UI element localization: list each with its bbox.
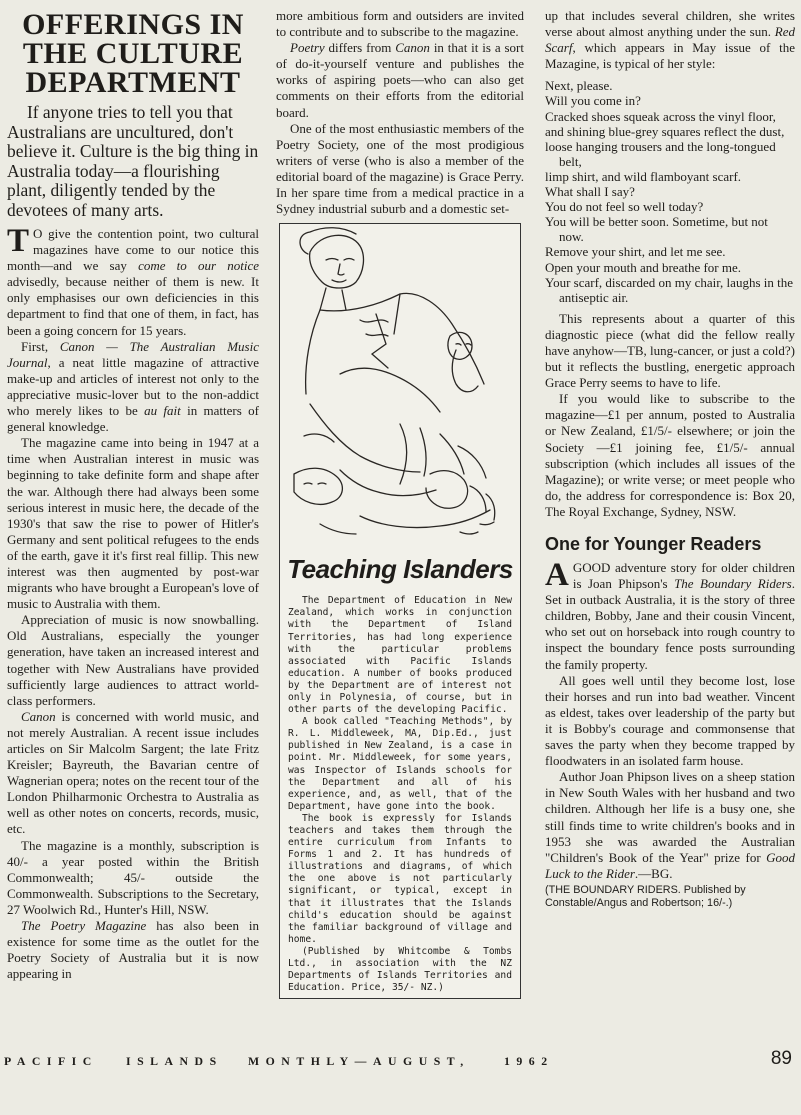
section-heading: One for Younger Readers bbox=[545, 534, 762, 554]
footer-year: 1962 bbox=[504, 1054, 554, 1068]
sketch-illustration bbox=[280, 224, 518, 554]
poem-line: What shall I say? bbox=[545, 184, 635, 200]
page-number: 89 bbox=[770, 1048, 792, 1069]
illustration-paragraph: The Department of Education in New Zealand, which works in conjunction with the Department of Island Territories, has had long experience with the particular problems associated with Pacific Islands education. A number of books produced by the Department are of interest not only in Polynesia, of course, but in other parts of the developing Pacific. bbox=[288, 595, 512, 716]
paragraph-author: Author Joan Phipson lives on a sheep station in New South Wales with her husband and two children. Although her life is a busy one, she still finds time to write children's books and in 1953 she was awarded the Australian "Children's Book of the Year" prize for Good Luck to the Rider.—BG. bbox=[545, 769, 795, 881]
drop-cap: A bbox=[545, 557, 569, 593]
paragraph-plot: All goes well until they become lost, lose their horses and run into bad weather. Vincent as eldest, takes over leadership of the party but it is Bobby's courage and commonsense that saves the party when they become trapped by floodwaters in an isolated farm house. bbox=[545, 672, 795, 769]
paragraph-boundary-riders: A GOOD adventure story for older children is Joan Phipson's The Boundary Riders. Set in outback Australia, it is the story of three children, Bobby, Jane and their cousin Vincent, who set out on horseback into rough country to inspect the boundary fence posts surrounding the family property. bbox=[545, 557, 795, 672]
paragraph-canon-content: Canon is concerned with world music, and not merely Australian. A recent issue includes articles on Sir Malcolm Sargent; the late Fritz Kreisler; Bayreuth, the Bavarian centre of Wagnerian opera; notes on the recent tour of the London Philharmonic Orchestra to Australia as well as other notes on concerts, records, music, etc. bbox=[7, 708, 259, 837]
publication-credit: (THE BOUNDARY RIDERS. Published by Constable/Angus and Robertson; 16/-.) bbox=[545, 883, 746, 909]
illustration-title: Teaching Islanders bbox=[287, 554, 513, 585]
article-headline: OFFERINGS IN THE CULTURE DEPARTMENT bbox=[22, 8, 244, 99]
page-footer bbox=[4, 1048, 800, 1072]
column-right bbox=[545, 8, 795, 910]
poem-line: and shining blue-grey squares reflect the dust, bbox=[545, 123, 785, 139]
paragraph-appreciation: Appreciation of music is now snowballing. Old Australians, especially the younger generation, have taken an increased interest and together with New Australians have provided sufficiently large audiences to attract world-class performers. bbox=[7, 612, 259, 708]
paragraph-subscription: The magazine is a monthly, subscription is 40/- a year posted within the British Commonwealth; 45/- outside the Commonwealth. Subscriptions to the Secretary, 27 Woolwich Rd., Hunter's Hill, NSW. bbox=[7, 837, 259, 917]
illustration-paragraph: A book called "Teaching Methods", by R. L. Middleweek, MA, Dip.Ed., just published in New Zealand, is a case in point. Mr. Middleweek, for some years, was Inspector of Islands schools for the Department and all of his experience, and, as well, that of the Department, have gone into the book. bbox=[288, 716, 512, 812]
poem-line: You will be better soon. Sometime, but not now. bbox=[545, 214, 768, 245]
paragraph-history: The magazine came into being in 1947 at a time when Australian interest in music was beginning to take definite form and shape after the war. Although there had always been some serious interest in music here, the decade of the 1930's that saw the rise to power of Hitler's Germany and sent political refugees to the ends of the earth, gave it it's first real fillip. This new interest was then augmented by post-war migrants who have brought a European's love of music to Australia with them. bbox=[7, 435, 259, 612]
teaching-islanders-box bbox=[279, 223, 521, 999]
poem-line: Will you come in? bbox=[545, 93, 641, 109]
poem-line: Remove your shirt, and let me see. bbox=[545, 244, 726, 260]
paragraph-poetry: Poetry differs from Canon in that it is a sort of do-it-yourself venture and publishes the works of aspiring poets—who can also get comments on their efforts from the editorial board. bbox=[276, 40, 524, 120]
lead-paragraph: If anyone tries to tell you that Australians are uncultured, don't believe it. Culture is the big thing in Australia today—a flourishing plant, diligently tended by the devotees of many arts. bbox=[7, 102, 259, 220]
footer-islands: ISLANDS bbox=[126, 1054, 223, 1068]
footer-monthly: MONTHLY—AUGUST, bbox=[248, 1054, 470, 1068]
paragraph-diagnostic: This represents about a quarter of this diagnostic piece (what did the fellow really have anyhow—TB, lung-cancer, or just a cold?) but it reflects the bustling, energetic approach Grace Perry seems to have to life. bbox=[545, 310, 796, 391]
poem-line: Next, please. bbox=[545, 78, 613, 94]
illustration-paragraph: The book is expressly for Islands teachers and takes them through the entire curriculum from Infants to Forms 1 and 2. It has hundreds of illustrations and diagrams, of which the one above is not particularly significant, or typical, except in that it illustrates that the Islands child's education should be against the familiar background of village and home. bbox=[288, 812, 512, 945]
column-middle bbox=[276, 8, 524, 999]
paragraph-grace-perry: One of the most enthusiastic members of the Poetry Society, one of the most prodigious writers of verse (who is also a member of the editorial board of the magazine) is Grace Perry. In her spare time from a medical practice in a Sydney industrial suburb and a domestic set- bbox=[276, 120, 524, 217]
drop-cap: T bbox=[7, 223, 30, 259]
paragraph-poetry-magazine: The Poetry Magazine has also been in existence for some time as the outlet for the Poetry Society of Australia but it is now appearing in bbox=[7, 918, 260, 982]
poem-line: Cracked shoes squeak across the vinyl floor, bbox=[545, 108, 776, 124]
paragraph-canon: First, Canon — The Australian Music Journal, a neat little magazine of attractive make-up and articles of interest not only to the appreciative music-lover but to the non-addict who merely likes to be au fait in matters of general knowledge. bbox=[7, 338, 259, 435]
paragraph-intro: T O give the contention point, two cultural magazines have come to our notice this month—and we say come to our notice advisedly, because neither of them is new. It only emphasises our own deficiencies in this department to find that one of them, in fact, has been a going concern for 15 years. bbox=[7, 223, 259, 338]
paragraph-red-scarf: up that includes several children, she writes verse about almost anything under the sun. Red Scarf, which appears in May issue of the Mazagine, is typical of her style: bbox=[545, 8, 795, 72]
paragraph-continued: more ambitious form and outsiders are invited to contribute and to subscribe to the magazine. bbox=[276, 8, 524, 40]
paragraph-subscribe: If you would like to subscribe to the magazine—£1 per annum, posted to Australia or New Zealand, £1/5/- elsewhere; or join the Society —£1 joining fee, £1/5/- annual subscription (which includes all issues of the Magazine); or write verse; or meet people who do, the address for correspondence is: Box 20, The Royal Exchange, Sydney, NSW. bbox=[545, 391, 795, 519]
poem-line: You do not feel so well today? bbox=[545, 199, 704, 215]
poem-line: loose hanging trousers and the long-tongued belt, bbox=[545, 138, 776, 169]
poem-line: Open your mouth and breathe for me. bbox=[545, 259, 742, 275]
column-left bbox=[7, 8, 259, 982]
poem-excerpt bbox=[545, 78, 795, 304]
poem-line: limp shirt, and wild flamboyant scarf. bbox=[545, 168, 742, 184]
footer-pacific: PACIFIC bbox=[4, 1054, 98, 1068]
illustration-paragraph: (Published by Whitcombe & Tombs Ltd., in association with the NZ Departments of Islands Territories and Education. Price, 35/- NZ.) bbox=[288, 945, 512, 994]
poem-line: Your scarf, discarded on my chair, laughs in the antiseptic air. bbox=[545, 274, 793, 305]
